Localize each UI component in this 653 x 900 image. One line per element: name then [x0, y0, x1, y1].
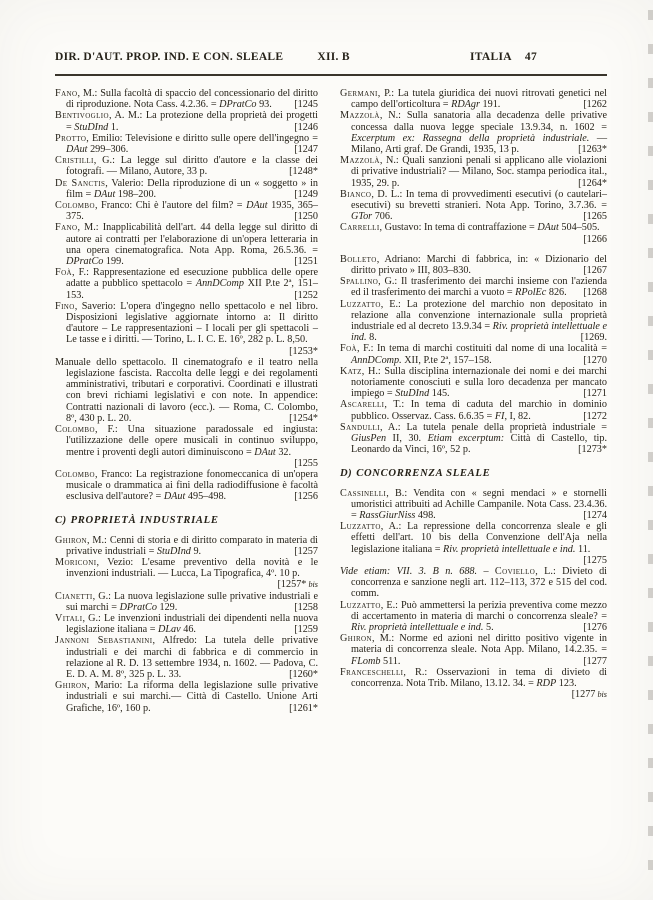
entry-text: , F.: Una situazione paradossale ed ingiusta: l'utilizzazione delle opere musicali in continuo sviluppo, mentre i proventi degli autori diminuiscono = [66, 424, 318, 458]
entry-ref-number: [1275 [583, 554, 607, 566]
journal-abbreviation: DAut [66, 144, 88, 156]
author-name: Ascarelli [340, 399, 385, 411]
entry-ref-number: [1261* [289, 702, 318, 714]
entry-text: , M.: Inapplicabilità dell'art. 44 della legge sul diritto di autore ai contratti per l'elaborazione di un'opera letteraria in una opera cinematografica. Nota App. Roma, 26.5.36. = [66, 222, 318, 256]
entry-text: , M.: Cenni di storia e di diritto comparato in materia di privative industriali = [66, 534, 318, 557]
entry-ref-number: [1257 [294, 545, 318, 557]
author-name: Bianco [340, 188, 372, 200]
entry-text: 299–306. [87, 144, 129, 156]
journal-abbreviation: RDAgr [451, 99, 480, 111]
journal-abbreviation: GiusPen [351, 433, 387, 445]
bibliography-entry [55, 680, 318, 714]
journal-abbreviation: StuDInd [156, 545, 191, 557]
section-label: C) [55, 514, 67, 526]
entry-text: , Valerio: Della riproduzione di un « soggetto » in film = [66, 177, 319, 200]
entry-text: 129. [156, 601, 178, 613]
author-name: Cianetti [55, 590, 93, 602]
entry-ref-number: [1276 [583, 621, 607, 633]
entry-ref-number: [1259 [294, 624, 318, 636]
author-name: Franceschelli [340, 666, 404, 678]
entry-text: , F.: Rappresentazione ed esecuzione pubblica delle opere adatte a pubblico spettacolo = [66, 267, 318, 290]
header-rule [55, 74, 607, 76]
journal-abbreviation: StuDInd [74, 121, 109, 133]
bibliography-entry [340, 155, 607, 189]
bibliography-entry [55, 110, 318, 132]
entry-text: , Mario: La riforma della legislazione sulle privative industriali e sui marchi.— Città di Castello. Unione Arti Grafiche, 16º, 160 p. [66, 680, 318, 714]
entry-text: 46. [180, 624, 196, 636]
entry-ref-number: [1269. [580, 332, 607, 344]
author-name: Fano [55, 88, 78, 99]
entry-ref-suffix: bis [306, 580, 318, 590]
entry-ref-suffix: bis [595, 690, 607, 700]
journal-abbreviation: RPolEc [515, 287, 547, 299]
entry-ref-number: [1255 [294, 457, 318, 469]
entry-text: , Franco: La registrazione fonomeccanica di un'opera musicale o drammatica ai fini della radiodiffusione è facoltà esclusiva dell'autore? = [66, 468, 318, 503]
author-name: Ghiron [55, 680, 87, 692]
entry-ref-number: [1277 [583, 655, 607, 667]
bibliography-entry [340, 88, 607, 110]
header-series-title: DIR. D'AUT. PROP. IND. E CON. SLEALE [55, 51, 284, 63]
right-column [340, 88, 607, 714]
entry-text: , F.: In tema di marchi costituiti dal nome di una località = [356, 343, 607, 355]
bibliography-entry [340, 110, 607, 155]
bibliography-entry [55, 267, 318, 301]
entry-ref-number: [1258 [294, 601, 318, 613]
entry-text: , G.: La legge sul diritto d'autore e la classe dei fotografi. — Milano, Autore, 33 p. [66, 155, 318, 178]
journal-abbreviation: DAut [246, 200, 268, 212]
section-title: PROPRIETÀ INDUSTRIALE [70, 514, 219, 526]
entry-text: 32. [275, 446, 292, 458]
entry-text: 504–505. [558, 222, 600, 234]
entry-text: , M.: Norme ed azioni nel diritto positivo vigente in materia di concorrenza sleale. Nota App. Milano, 14.2.35. = [351, 633, 607, 656]
author-name: Cristilli [55, 155, 94, 167]
entry-text: , L.: Divieto di concorrenza e sanzione negli art. 112–113, 372 e 515 del cod. comm. [351, 565, 607, 600]
author-name: Ghiron [55, 534, 87, 546]
author-name: Cassinelli [340, 487, 387, 499]
bibliography-entry [55, 469, 318, 503]
entry-text: , Emilio: Televisione e diritto sulle opere dell'ingegno = [86, 132, 318, 144]
bibliography-entry [55, 88, 318, 110]
author-name: Vitali [55, 612, 83, 624]
text-columns [55, 88, 607, 714]
entry-text: , N.: Quali sanzioni penali si applicano alle violazioni di privative industriali? — Milano, Soc. stampa periodica ital., 1935, 29. p. [351, 155, 607, 189]
entry-ref-number: [1254* [289, 412, 318, 424]
section-label: D) [340, 467, 353, 479]
bibliography-entry [55, 357, 318, 424]
entry-ref-number: [1246 [294, 121, 318, 133]
author-name: Katz [340, 365, 362, 377]
author-name: Fino [55, 300, 75, 312]
bibliography-entry [340, 299, 607, 344]
author-name: Carrelli [340, 222, 380, 234]
entry-text: Città di Castello, tip. Leonardo da Vinci, 16º, 52 p. [351, 433, 608, 456]
journal-abbreviation: RassGiurNiss [359, 509, 416, 521]
entry-text: , G.: Il trasferimento dei marchi insieme con l'azienda ed il trasferimento dei marchi a vuoto = [351, 276, 607, 299]
bibliography-entry [340, 488, 607, 522]
entry-text: , B.: Vendita con « segni mendaci » e stornelli umoristici attribuiti ad Achille Campanile. Nota Cass. 23.4.36. = [351, 487, 607, 521]
entry-text: , E.: Può ammettersi la perizia preventiva come mezzo di accertamento in materia di marchi o concorrenza sleale? = [351, 599, 607, 622]
bibliography-entry [55, 178, 318, 200]
entry-text: , Adriano: Marchi di fabbrica, in: « Dizionario del diritto privato » III, 803–830. [351, 253, 607, 277]
entry-text: 1. [108, 121, 119, 133]
entry-ref-number: [1277 bis [571, 689, 607, 701]
entry-text: 9. [190, 545, 202, 557]
entry-text: 198–200. [115, 188, 157, 200]
journal-abbreviation: RDP [536, 677, 557, 689]
entry-text: 11. [575, 543, 591, 555]
journal-abbreviation: Riv. proprietà intellettuale e ind. [351, 321, 607, 344]
author-name: Ghiron [340, 633, 372, 645]
entry-text: Manuale dello spettacolo. Il cinematografo e il teatro nella legislazione fascista. Raccolta delle leggi e dei regolamenti amministrativi, tributari e corporativi. Coordinati e illustrati con brevi richiami legislativi e con note. In appendice: Contratti nazionali di lavoro (ecc.). — Roma, C. Colombo, 8º, 430 p. L. 20. [55, 356, 318, 424]
entry-ref-number: [1260* [289, 668, 318, 680]
bibliography-entry [340, 222, 607, 244]
entry-ref-number: [1270 [583, 354, 607, 366]
author-name: Spallino [340, 276, 379, 288]
author-name: Colombo [55, 468, 95, 480]
entry-ref-number: [1256 [294, 491, 318, 503]
author-name: Colombo [55, 200, 95, 212]
author-name: Luzzatto [340, 298, 381, 310]
entry-text: 8. [366, 332, 377, 344]
journal-abbreviation: GTor [351, 211, 373, 223]
entry-ref-number: [1262 [583, 99, 607, 111]
entry-ref-number: [1249 [294, 188, 318, 200]
bibliography-entry [340, 600, 607, 634]
bibliography-entry [340, 667, 607, 701]
entry-text: , D. L.: In tema di provvedimenti esecutivi (o cautelari–esecutivi) su brevetti stranieri. Nota App. Torino, 3.7.36. = [351, 188, 607, 212]
bibliography-entry [340, 633, 607, 667]
bibliography-entry [55, 557, 318, 591]
column-gap-spacer [340, 245, 607, 254]
author-name: Colombo [55, 424, 95, 436]
author-name: Coviello [494, 565, 536, 577]
journal-abbreviation: Etiam excerptum: [427, 433, 505, 445]
journal-abbreviation: DAut [163, 491, 186, 503]
author-name: Fano [55, 222, 78, 234]
bibliography-entry [340, 343, 607, 365]
entry-text: 511. [380, 655, 401, 667]
entry-text: , R.: Osservazioni in tema di divieto di concorrenza. Nota Trib. Milano, 13.12. 34. = [351, 666, 607, 689]
journal-abbreviation: DPratCo [119, 601, 157, 613]
entry-text: 123. [556, 677, 577, 689]
bibliography-entry [340, 566, 607, 600]
entry-text: – [477, 565, 495, 577]
entry-ref-number: [1263* [578, 144, 607, 156]
entry-text: , T.: In tema di caduta del marchio in dominio pubblico. Osservaz. Cass. 6.6.35 = [351, 399, 607, 422]
entry-text: 93. [256, 99, 272, 111]
journal-abbreviation: Riv. proprietà intellettuale e ind. [443, 543, 576, 555]
entry-ref-number: [1251 [294, 256, 318, 268]
entry-text: , P.: La tutela giuridica dei nuovi ritrovati genetici nel campo dell'orticoltura = [351, 88, 607, 111]
entry-text: , E.: La protezione del marchio non depositato in relazione alla convenzione internazionale sulla proprietà industriale ed al decreto 13.9.34 = [351, 298, 607, 333]
entry-ref-number: [1272 [583, 410, 607, 422]
bibliography-entry [55, 133, 318, 155]
entry-text: — Milano, Arti graf. De Grandi, 1935, 13 p. [351, 132, 608, 156]
entry-text: , A.: La tutela penale della proprietà industriale = [379, 421, 607, 433]
entry-ref-number: [1271 [583, 388, 607, 400]
author-name: Protto [55, 132, 87, 144]
entry-text: , N.: Sulla sanatoria alla decadenza delle privative concessa dalla nuova legge speciale 13.9.34, n. 1602 = [351, 110, 607, 133]
bibliography-entry [55, 424, 318, 469]
entry-text: , G.: Le invenzioni industriali dei dipendenti nella nuova legislazione italiana = [66, 612, 318, 636]
entry-text: 706. [372, 211, 393, 223]
entry-text: , G.: La nuova legislazione sulle privative industriali e sui marchi = [66, 590, 318, 613]
entry-text: 498. [415, 509, 436, 521]
journal-abbreviation: AnnDComp. [351, 354, 402, 366]
journal-abbreviation: Excerptum ex: Rassegna della proprietà industriale. [351, 132, 590, 144]
entry-text: XII P.te 2ª, 151–153. [66, 278, 318, 301]
journal-abbreviation: FI [494, 410, 505, 422]
entry-text: , Vezio: L'esame preventivo della novità e le invenzioni industriali. — Lucca, La Tipografica, 4º. 10 p. [66, 556, 318, 580]
author-name: Bolleto [340, 253, 377, 265]
entry-text: , Gustavo: In tema di contraffazione = [379, 222, 538, 234]
entry-ref-number: [1273* [578, 444, 607, 456]
author-name: Jannoni Sebastianini [55, 635, 153, 647]
journal-abbreviation: AnnDComp [195, 278, 244, 290]
page-number: 47 [524, 51, 537, 63]
journal-abbreviation: DAut [537, 222, 559, 234]
bibliography-entry [340, 521, 607, 566]
entry-ref-number: [1257* bis [277, 579, 318, 591]
entry-text: , H.: Sulla disciplina internazionale dei nomi e dei marchi notoriamente conosciuti e sulla loro decadenza per mancato impiego = [351, 365, 607, 400]
bibliography-entry [340, 254, 607, 276]
author-name: Luzzatto [340, 521, 381, 533]
journal-abbreviation: Riv. proprietà intellettuale e ind. [351, 621, 484, 633]
bibliography-entry [55, 535, 318, 557]
entry-ref-number: [1250 [294, 211, 318, 223]
entry-text: , Alfredo: La tutela delle privative industriali e dei marchi di fabbrica e di commercio in relazione al R. D. 13 settembre 1934, n. 1602. — Padova, C. E. D. A. M. 8º, 325 p. L. 33. [66, 635, 318, 680]
entry-text: 826. [546, 287, 567, 299]
author-name: Mazzolà [340, 155, 380, 167]
entry-text: , I, 82. [504, 410, 531, 422]
entry-text: 199. [103, 256, 124, 268]
bibliography-entry [340, 399, 607, 421]
entry-text: 145. [429, 388, 450, 400]
bibliography-entry [340, 422, 607, 456]
entry-ref-number: [1265 [583, 211, 607, 223]
entry-text: 5. [483, 621, 494, 633]
section-heading [55, 515, 318, 526]
header-volume: XII. B [317, 51, 350, 63]
entry-text: , Franco: Chi è l'autore del film? = [94, 200, 247, 212]
bibliography-entry [340, 189, 607, 223]
journal-abbreviation: DPratCo [66, 256, 104, 268]
journal-abbreviation: StuDInd [395, 388, 430, 400]
entry-ref-number: [1253* [289, 345, 318, 357]
entry-ref-number: [1247 [294, 144, 318, 156]
author-name: Foà [340, 343, 357, 355]
left-column [55, 88, 318, 714]
journal-abbreviation: DLav [158, 624, 181, 636]
bibliography-entry [55, 613, 318, 635]
section-heading [340, 468, 607, 479]
author-name: Germani [340, 88, 378, 99]
bibliography-entry [55, 200, 318, 222]
entry-ref-number: [1267 [583, 265, 607, 277]
journal-abbreviation: Vide etiam: VII. 3. B n. 688. [340, 565, 478, 577]
entry-ref-number: [1268 [583, 287, 607, 299]
section-title: CONCORRENZA SLEALE [356, 467, 491, 479]
author-name: Foà [55, 267, 72, 279]
author-name: Mazzolà [340, 110, 380, 122]
author-name: Bentivoglio [55, 110, 109, 122]
bibliography-entry [55, 222, 318, 267]
entry-text: II, 30. [386, 433, 428, 445]
journal-abbreviation: FLomb [351, 655, 381, 667]
author-name: Sandulli [340, 421, 380, 433]
author-name: Moriconi [55, 556, 97, 568]
entry-ref-number: [1245 [294, 99, 318, 111]
entry-ref-number: [1274 [583, 509, 607, 521]
header-country: ITALIA [470, 51, 512, 63]
entry-text: 1935, 365–375. [66, 200, 319, 223]
scan-edge-artifacts [648, 10, 653, 890]
bibliography-entry [340, 276, 607, 298]
author-name: Luzzatto [340, 599, 381, 611]
bibliography-entry [55, 155, 318, 177]
entry-ref-number: [1248* [289, 166, 318, 178]
bibliography-entry [55, 301, 318, 357]
entry-text: XII, P.te 2ª, 157–158. [401, 354, 492, 366]
journal-abbreviation: DAut [254, 446, 276, 458]
entry-ref-number: [1264* [578, 177, 607, 189]
journal-abbreviation: DAut [93, 188, 116, 200]
page-header [55, 51, 607, 63]
entry-ref-number: [1266 [583, 233, 607, 245]
bibliography-entry [340, 366, 607, 400]
entry-text: , A. M.: La protezione della proprietà dei progetti = [66, 110, 318, 133]
entry-text: 191. [479, 99, 501, 111]
journal-abbreviation: DPratCo [219, 99, 257, 111]
entry-text: , Saverio: L'opera d'ingegno nello spettacolo e nel libro. Disposizioni legislative aggiornate intorno a: Il diritto d'autore – Le rappresentazioni – I locali per gli spettacoli – Le tasse e i diritti. — Torino, L. I. C. E. 16º, 282 p. L. 8,50. [66, 300, 318, 346]
bibliography-entry [55, 591, 318, 613]
author-name: De Sanctis [55, 177, 106, 189]
entry-text: 495–498. [185, 491, 227, 503]
entry-text: , A.: La repressione della concorrenza sleale e gli effetti dell'art. 10 bis della Convenzione dell'Aja nella legislazione italiana = [351, 521, 607, 555]
entry-text: , M.: Sulla facoltà di spaccio del concessionario del diritto di riproduzione. Nota Cass. 4.2.36. = [66, 88, 318, 111]
bibliography-entry [55, 635, 318, 680]
entry-ref-number: [1252 [294, 289, 318, 301]
